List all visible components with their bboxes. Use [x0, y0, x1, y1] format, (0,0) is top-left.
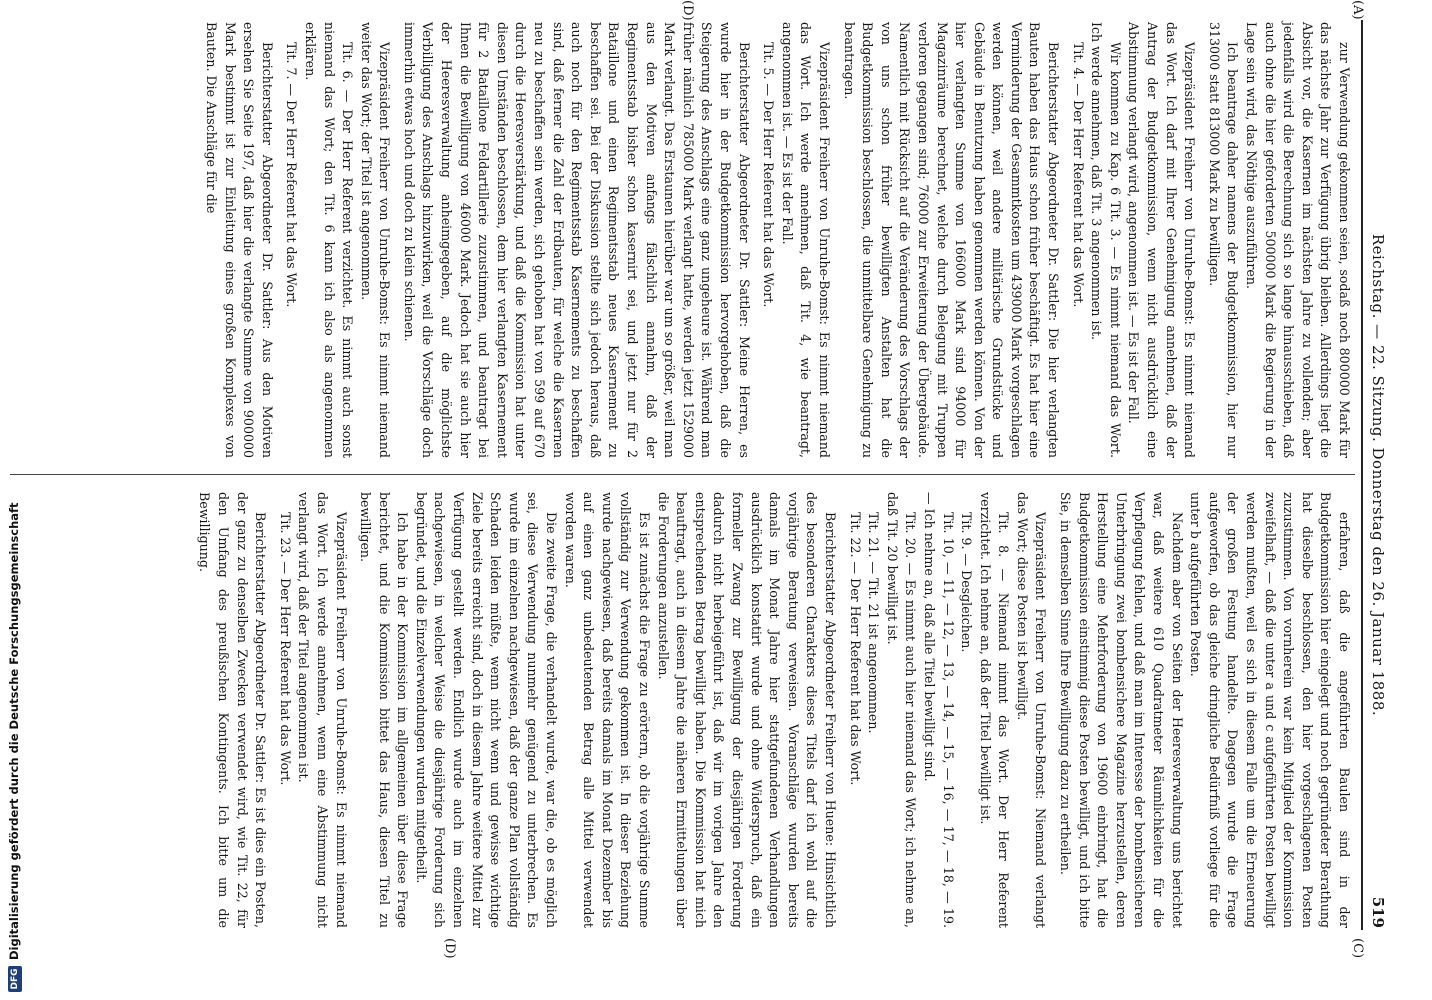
margin-mark-d-right: (D) [680, 0, 695, 21]
paragraph: Berichterstatter Abgeordneter Dr. Sattler: Die hier verlangten Bauten haben das Haus schon früher beschäftigt. Es hat hier eine Verminderung der Gesammtkosten um 439000 Mark vorgeschlagen werden können, weil andere militärische Grundstücke und Gebäude in Benutzung haben genommen werden können. Von der hier verlangten Summe von 166000 Mark sind 94000 für Magazinräume berechnet, welche durch Belegung mit Truppen verloren gegangen sind; 76000 zur Erweiterung der Übergebäude. Namentlich mit Rücksicht auf die Veränderung des Vorschlags der von uns schon früher bewilligten Anstalten hat die Budgetkommission beschlossen, die unmittelbare Genehmigung zu beantragen. [841, 22, 1062, 458]
dfg-logo: DFG [8, 966, 22, 992]
paragraph: Tit. 5. — Der Herr Referent hat das Wort. [761, 42, 777, 308]
paragraph: zur Verwendung gekommen seien, sodaß noch 800000 Mark für das nächste Jahr zur Verfügung übrig bleiben. Allerdings liegt die Absicht vor, die Kasernen im nächsten Jahre zu vollenden; aber jedenfalls wird die Berechnung sich so lange hinausschieben, daß auch ohne die hier geforderten 500000 Mark die Regierung in der Lage sein wird, das Nöthige auszuführen. [1244, 22, 1352, 458]
paragraph: Die zweite Frage, die verhandelt wurde, war die, ob es möglich sei, diese Verwendung nunmehr genügend zu unterbrechen. Es wurde im einzelnen nachgewiesen, daß der ganze Plan vollständig Schaden leiden müßte, wenn nicht wenn und gewisse wichtige Ziele bereits erreicht sind, doch in diesem Jahre weitere Mittel zur Verfügung gestellt werden. Endlich wurde auch im einzelnen nachgewiesen, in welcher Weise die diesjährige Forderung sich begründet, und die Einzelverwendungen wurden mitgetheilt. [413, 492, 560, 928]
left-column [195, 492, 1353, 928]
paragraph: Berichterstatter Abgeordneter Dr. Sattler: Meine Herren, es wurde hier in der Budgetkommission hervorgehoben, daß die Steigerung des Anschlags eine ganz ungeheure ist. Während man früher nämlich 785000 Mark verlangt hatte, werden jetzt 1529000 Mark verlangt. Das Erstaunen hierüber war um so größer, weil man aus den Motiven anfangs fälschlich annahm, daß der Regimentsstab bisher schon kasernirt sei, und jetzt nur für 2 Bataillone und einen Regimentsstab neues Kasernement zu beschaffen sei. Bei der Diskussion stellte sich jedoch heraus, daß auch noch für den Regimentsstab Kasernements zu beschaffen sind, daß ferner die Zahl der Erdbauten, für welche die Kasernen neu zu beschaffen sein werden, sich gehoben hat von 599 auf 670 durch die Heeresverstärkung, und daß die Kommission hat unter diesen Umständen beschlossen, dem hier verlangten Kasernement für 2 Bataillone Feldartillerie zuzustimmen, und beantragt bei Ihnen die Bewilligung von 46000 Mark. Jedoch hat sie auch hier der Heeresverwaltung anheimgegeben, auf die möglichste Verbilligung des Anschlags hinzuwirken, weil die Vorschläge doch immerhin etwas hoch und doch zu klein schienen. [401, 22, 752, 458]
paragraph: Tit. 21. — Tit. 21 ist angenommen. [866, 512, 882, 734]
paragraph: Ich habe in der Kommission im allgemeinen über diese Frage berichtet, und die Kommission bittet das Haus, diesen Titel zu bewilligen. [358, 492, 411, 928]
margin-mark-c: (C) [1350, 938, 1365, 959]
paragraph: Tit. 20. — Es nimmt auch hier niemand das Wort; ich nehme an, daß Tit. 20 bewilligt ist. [884, 492, 919, 928]
column-divider [10, 474, 1355, 475]
paragraph: Vizepräsident Freiherr von Unruhe-Bomst: Niemand verlangt das Wort; diese Posten ist bewilligt. [1014, 492, 1049, 928]
paragraph: Tit. 9. — Desgleichen. [959, 512, 975, 653]
paragraph: Berichterstatter Abgeordneter Freiherr von Huene: Hinsichtlich des besonderen Charakters dieses Titels darf ich wohl auf die vorjährige Beratung verweisen. Voranschläge wurden bereits damals im Monat Jahre hier stattgefundenen Verhandlungen ausdrücklich konstatirt wurde und ohne Widerspruch, daß ein formeller Zwang zur Bewilligung der diesjährigen Forderung dadurch nicht herbeigeführt ist, daß wir im vorigen Jahre den entsprechenden Betrag bewilligt haben. Die Kommission hat mich beauftragt, auch in diesem Jahre die näheren Ermittelungen über die Forderungen anzustellen. [655, 492, 838, 928]
paragraph: Berichterstatter Abgeordneter Dr. Sattler: Es ist dies ein Posten, der ganz zu denselben Zwecken verwendet wird, wie Tit. 22, für den Umfang des preußischen Kontingents. Ich bitte um die Bewilligung. [197, 492, 269, 928]
page-number: 519 [1369, 896, 1387, 928]
paragraph: Nachdem aber von Seiten der Heeresverwaltung uns berichtet war, daß weitere 610 Quadratmeter Räumlichkeiten für die Verpflegung fehlen, und daß man im Interesse der bombensicheren Unterbringung zwei bombensichere Magazine herzustellen, deren Herstellung eine Mehrforderung von 19600 einbringt, hat die Budgetkommission einstimmig diese Posten bewilligt, und ich bitte Sie, in demselben Sinne Ihre Bewilligung dazu zu ertheilen. [1058, 492, 1185, 928]
paragraph: Es ist zunächst die Frage zu erörtern, ob die vorjährige Summe vollständig zur Verwendung gekommen ist. In dieser Beziehung wurde nachgewiesen, daß bereits damals im Monat Dezember bis auf einen ganz unbedeutenden Betrag alle Mittel verwendet worden waren. [562, 492, 653, 928]
paragraph: Vizepräsident Freiherr von Unruhe-Bomst: Es nimmt niemand weiter das Wort; der Titel ist angenommen. [358, 22, 393, 458]
paragraph: Berichterstatter Abgeordneter Dr. Sattler: Aus den Motiven ersehen Sie Seite 197, daß hier die verlangte Summe von 900000 Mark bestimmt ist zur Einleitung eines großen Komplexes von Bauten. Die Anschläge für die [203, 22, 275, 458]
paragraph: Wir kommen zu Kap. 6 Tit. 3. — Es nimmt niemand das Wort. Ich werde annehmen, daß Tit. 3 angenommen ist. [1089, 22, 1123, 458]
digitization-footer [2, 0, 26, 1000]
margin-mark-d: (D) [442, 938, 457, 959]
right-column [201, 22, 1353, 458]
paragraph: Tit. 7. — Der Herr Referent hat das Wort. [284, 42, 300, 308]
paragraph: Vizepräsident Freiherr von Unruhe-Bomst: Es nimmt niemand das Wort. Ich werde annehmen, wenn eine Abstimmung nicht verlangt wird, daß der Titel angenommen ist. [296, 492, 349, 928]
paragraph: Tit. 4. — Der Herr Referent hat das Wort. [1070, 42, 1086, 308]
paragraph: Tit. 23. — Der Herr Referent hat das Wort. [277, 512, 293, 786]
header-title: Reichstag. — 22. Sitzung. Donnerstag den 26. Januar 1888. [1369, 233, 1387, 717]
paragraph: Ich beantrage daher namens der Budgetkommission, hier nur 313000 statt 813000 Mark zu bewilligen. [1206, 22, 1241, 458]
paragraph: Tit. 22. — Der Herr Referent hat das Wort. [847, 512, 863, 786]
paragraph: Vizepräsident Freiherr von Unruhe-Bomst: Es nimmt niemand das Wort. Ich darf mit Ihrer Genehmigung annehmen, daß der Antrag der Budgetkommission, wenn nicht ausdrücklich eine Abstimmung verlangt wird, angenommen ist. — Es ist der Fall. [1126, 22, 1198, 458]
margin-mark-a: (A) [1350, 0, 1365, 20]
paragraph: Vizepräsident Freiherr von Unruhe-Bomst: Es nimmt niemand das Wort. Ich werde annehmen, daß Tit. 4, wie beantragt, angenommen ist. — Es ist der Fall. [779, 22, 832, 458]
paragraph: Tit. 8. — Niemand nimmt das Wort. Der Herr Referent verzichtet. Ich nehme an, daß der Titel bewilligt ist. [977, 492, 1012, 928]
page-header [1361, 20, 1393, 930]
paragraph: Tit. 6. — Der Herr Referent verzichtet. Es nimmt auch sonst niemand das Wort; den Tit. 6 kann ich also als angenommen erklären. [302, 22, 356, 458]
paragraph: Tit. 10, — 11, — 12, — 13, — 14, — 15, — 16, — 17, — 18, — 19. — Ich nehme an, daß alle Titel bewilligt sind. [921, 492, 956, 928]
paragraph: erfahren, daß die angeführten Baulen sind in der Budgetkommission hier eingelegt und noch gegründeter Berathung hat dieselbe beschlossen, den hier vorgeschlagenen Posten zuzustimmen. Von vornherein war kein Mitglied der Kommission zweifelhaft, — daß die unter a und c aufgeführten Posten bewilligt werden mußten, weil es sich in diesem Falle um die Erneuerung der großen Festung handelte. Dagegen wurde die Frage aufgeworfen, ob das gleiche dringliche Bedürfniß vorliege für die unter b aufgeführten Posten. [1188, 492, 1352, 928]
footer-text: Digitalisierung gefördert durch die Deutsche Forschungsgemeinschaft [7, 502, 21, 960]
